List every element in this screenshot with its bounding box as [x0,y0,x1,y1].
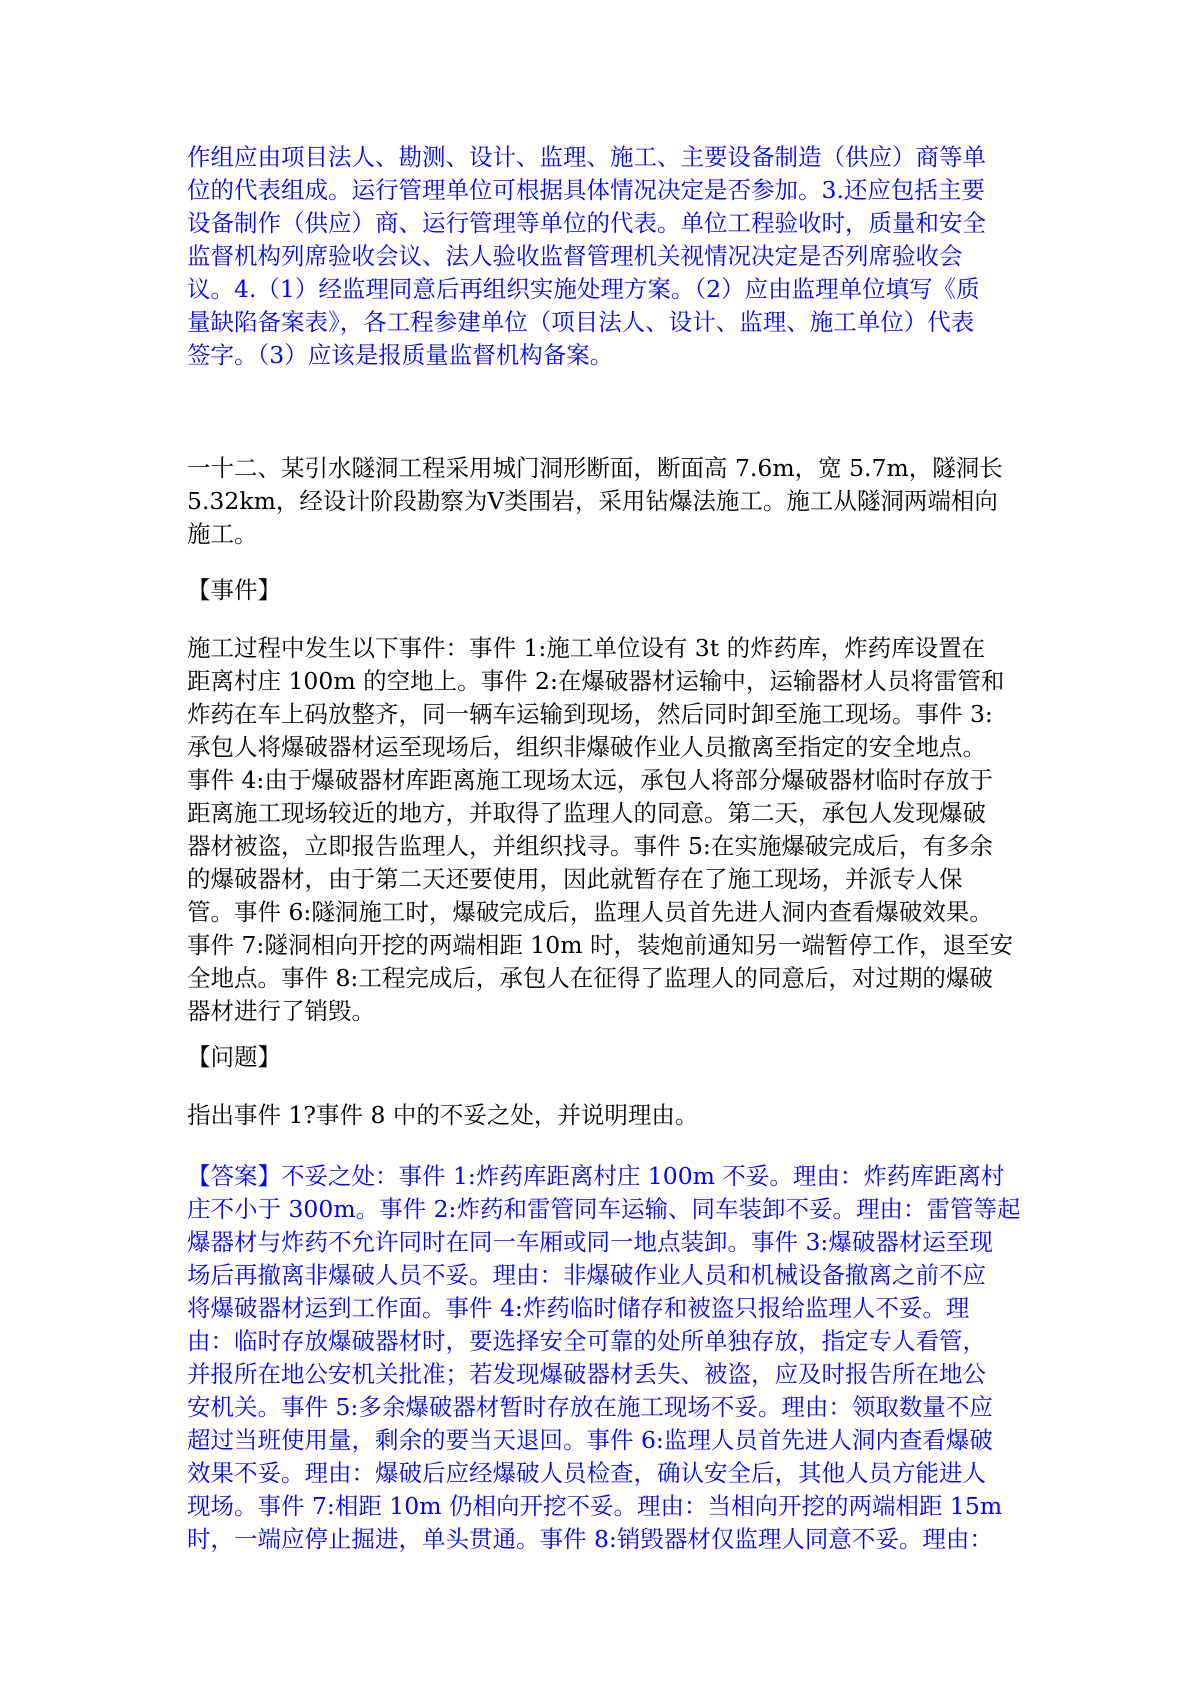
text-line: 签字。（3）应该是报质量监督机构备案。 [187,341,614,369]
text-line: 器材进行了销毁。 [187,997,375,1025]
question-paragraph [187,1099,1017,1132]
text-line: 效果不妥。理由：爆破后应经爆破人员检查，确认安全后，其他人员方能进人 [187,1459,986,1487]
text-line: 事件 4:由于爆破器材库距离施工现场太远，承包人将部分爆破器材临时存放于 [187,766,993,794]
text-line: 炸药在车上码放整齐，同一辆车运输到现场，然后同时卸至施工现场。事件 3: [187,700,993,728]
text-line: 安机关。事件 5:多余爆破器材暂时存放在施工现场不妥。理由：领取数量不应 [187,1393,993,1421]
text-line: 设备制作（供应）商、运行管理等单位的代表。单位工程验收时，质量和安全 [187,209,986,237]
text-line: 庄不小于 300m。事件 2:炸药和雷管同车运输、同车装卸不妥。理由：雷管等起 [187,1195,1021,1223]
question-heading: 【问题】 [187,1043,281,1071]
text-line: 施工过程中发生以下事件：事件 1:施工单位设有 3t 的炸药库，炸药库设置在 [187,634,986,662]
text-line: 爆器材与炸药不允许同时在同一车厢或同一地点装卸。事件 3:爆破器材运至现 [187,1228,993,1256]
text-line: 超过当班使用量，剩余的要当天退回。事件 6:监理人员首先进人洞内查看爆破 [187,1426,993,1454]
text-line: 现场。事件 7:相距 10m 仍相向开挖不妥。理由：当相向开挖的两端相距 15m [187,1492,1003,1520]
text-line: 由：临时存放爆破器材时，要选择安全可靠的处所单独存放，指定专人看管， [187,1327,986,1355]
previous-answer-paragraph [187,141,1017,372]
answer-paragraph [187,1160,1021,1556]
text-line: 的爆破器材，由于第二天还要使用，因此就暂存在了施工现场，并派专人保 [187,865,963,893]
text-line: 作组应由项目法人、勘测、设计、监理、施工、主要设备制造（供应）商等单 [187,143,986,171]
text-line: 监督机构列席验收会议、法人验收监督管理机关视情况决定是否列席验收会 [187,242,963,270]
text-line: 距离村庄 100m 的空地上。事件 2:在爆破器材运输中，运输器材人员将雷管和 [187,667,1005,695]
text-line: 全地点。事件 8:工程完成后，承包人在征得了监理人的同意后，对过期的爆破 [187,964,993,992]
text-line: 指出事件 1?事件 8 中的不妥之处，并说明理由。 [187,1101,699,1129]
text-line: 管。事件 6:隧洞施工时，爆破完成后，监理人员首先进人洞内查看爆破效果。 [187,898,993,926]
text-line: 议。4.（1）经监理同意后再组织实施处理方案。（2）应由监理单位填写《质 [187,275,980,303]
text-line: 距离施工现场较近的地方，并取得了监理人的同意。第二天，承包人发现爆破 [187,799,986,827]
text-line: 一十二、某引水隧洞工程采用城门洞形断面，断面高 7.6m，宽 5.7m，隧洞长 [187,454,1003,482]
events-heading: 【事件】 [187,576,281,604]
text-line: 并报所在地公安机关批准；若发现爆破器材丢失、被盗，应及时报告所在地公 [187,1360,986,1388]
text-line: 量缺陷备案表》，各工程参建单位（项目法人、设计、监理、施工单位）代表 [187,308,975,336]
text-line: 【答案】不妥之处：事件 1:炸药库距离村庄 100m 不妥。理由：炸药库距离村 [187,1162,1005,1190]
text-line: 时，一端应停止掘进，单头贯通。事件 8:销毁器材仅监理人同意不妥。理由： [187,1525,993,1553]
text-line: 场后再撤离非爆破人员不妥。理由：非爆破作业人员和机械设备撤离之前不应 [187,1261,986,1289]
text-line: 承包人将爆破器材运至现场后，组织非爆破作业人员撤离至指定的安全地点。 [187,733,986,761]
question-intro-paragraph [187,452,1017,551]
text-line: 施工。 [187,520,258,548]
text-line: 5.32km，经设计阶段勘察为Ⅴ类围岩，采用钻爆法施工。施工从隧洞两端相向 [187,487,998,515]
text-line: 将爆破器材运到工作面。事件 4:炸药临时储存和被盗只报给监理人不妥。理 [187,1294,970,1322]
text-line: 器材被盗，立即报告监理人，并组织找寻。事件 5:在实施爆破完成后，有多余 [187,832,993,860]
events-paragraph [187,632,1017,1028]
text-line: 位的代表组成。运行管理单位可根据具体情况决定是否参加。3.还应包括主要 [187,176,985,204]
text-line: 事件 7:隧洞相向开挖的两端相距 10m 时，装炮前通知另一端暂停工作，退至安 [187,931,1013,959]
